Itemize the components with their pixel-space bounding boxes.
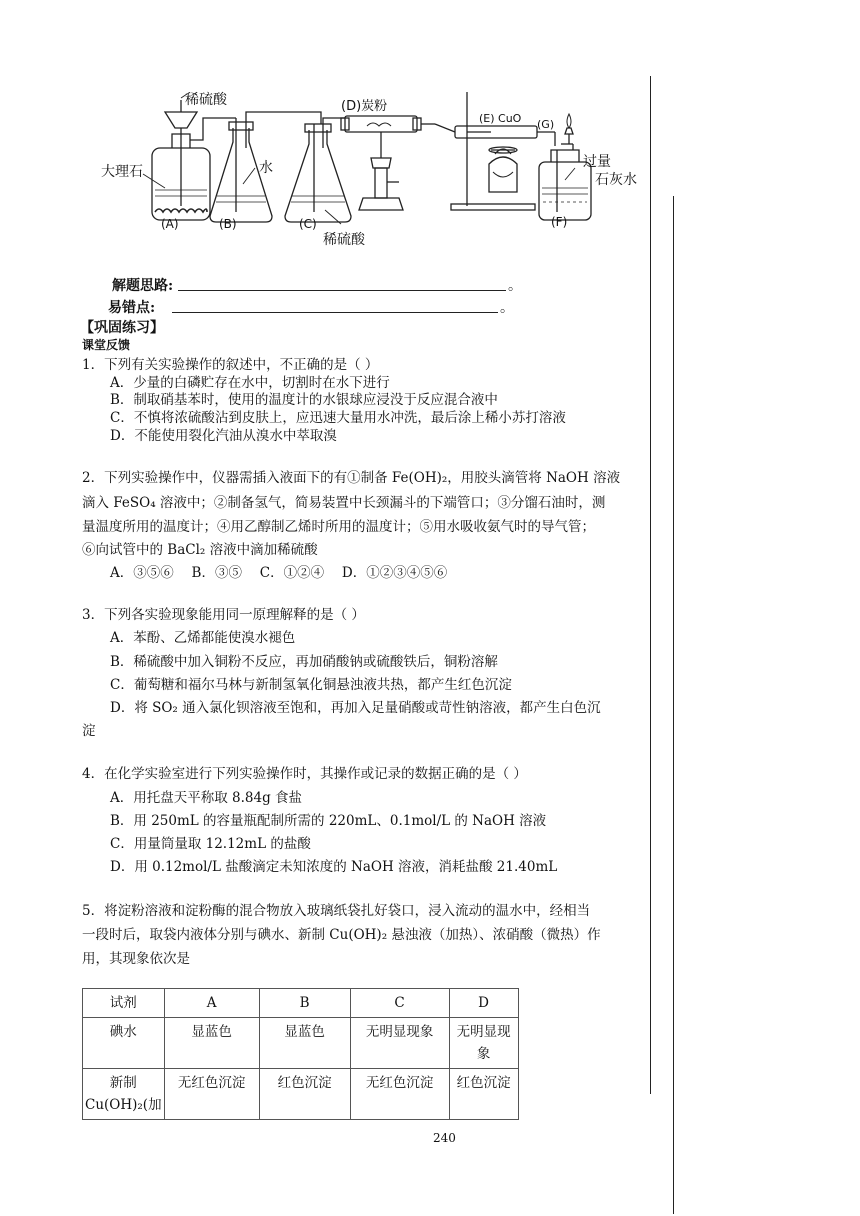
- table-cell-line: Cu(OH)₂(加: [85, 1097, 162, 1113]
- q3-option-b: B．稀硫酸中加入铜粉不反应，再加硝酸钠或硫酸铁后，铜粉溶解: [110, 654, 498, 670]
- section-title: 【巩固练习】: [80, 320, 164, 336]
- table-cell-line: 无明显现: [456, 1024, 511, 1040]
- results-table: [82, 988, 519, 1120]
- table-header-cell: B: [259, 989, 350, 1018]
- approach-blank: [178, 290, 506, 291]
- table-cell: 红色沉淀: [449, 1069, 518, 1120]
- table-header-row: [83, 989, 519, 1018]
- table-cell-line: 新制: [109, 1075, 137, 1091]
- q2-line-3: 量温度所用的温度计；④用乙醇制乙烯时所用的温度计；⑤用水吸收氨气时的导气管；: [82, 519, 595, 535]
- label-g: (G): [537, 118, 555, 131]
- table-cell: [83, 1069, 165, 1120]
- q2-line-1: 2．下列实验操作中，仪器需插入液面下的有①制备 Fe(OH)₂，用胶头滴管将 NaOH 溶液: [82, 470, 621, 486]
- q3-stem: 3．下列各实验现象能用同一原理解释的是（ ）: [82, 607, 365, 623]
- q3-option-c: C．葡萄糖和福尔马林与新制氢氧化铜悬浊液共热，都产生红色沉淀: [110, 677, 512, 693]
- section-subtitle: 课堂反馈: [82, 338, 131, 352]
- q1-option-d: D．不能使用裂化汽油从溴水中萃取溴: [110, 428, 337, 444]
- table-cell: 无红色沉淀: [164, 1069, 259, 1120]
- table-row: [83, 1018, 519, 1069]
- table-header-cell: D: [449, 989, 518, 1018]
- q3-option-a: A．苯酚、乙烯都能使溴水褪色: [110, 630, 296, 646]
- q2-options: A．③⑤⑥ B．③⑤ C．①②④ D．①②③④⑤⑥: [110, 565, 448, 581]
- table-cell: 碘水: [83, 1018, 165, 1069]
- q1-option-b: B．制取硝基苯时，使用的温度计的水银球应浸没于反应混合液中: [110, 392, 498, 408]
- table-cell-line: 象: [476, 1046, 491, 1062]
- label-a: (A): [161, 217, 179, 231]
- table-cell: 红色沉淀: [259, 1069, 350, 1120]
- q5-line-3: 用，其现象依次是: [82, 951, 190, 967]
- q4-option-d: D．用 0.12mol/L 盐酸滴定未知浓度的 NaOH 溶液，消耗盐酸 21.40mL: [110, 859, 558, 875]
- table-row: [83, 1069, 519, 1120]
- mistake-end: 。: [500, 300, 514, 316]
- label-cuo: (E) CuO: [479, 112, 522, 125]
- flask-c: [285, 118, 351, 222]
- table-cell: 显蓝色: [164, 1018, 259, 1069]
- table-header-cell: C: [350, 989, 449, 1018]
- table-cell: [449, 1018, 518, 1069]
- label-dilute-acid-bottom: 稀硫酸: [323, 232, 365, 248]
- q1-stem: 1．下列有关实验操作的叙述中，不正确的是（ ）: [82, 357, 379, 373]
- q3-option-d: D．将 SO₂ 通入氯化钡溶液至饱和，再加入足量硝酸或苛性钠溶液，都产生白色沉: [110, 700, 601, 716]
- label-carbon-powder: (D)炭粉: [341, 99, 388, 114]
- label-water: 水: [259, 160, 273, 176]
- margin-rule-lower: [673, 196, 674, 1214]
- mistake-blank: [172, 312, 498, 313]
- q1-option-a: A．少量的白磷贮存在水中，切割时在水下进行: [110, 375, 390, 391]
- q1-option-c: C．不慎将浓硫酸沾到皮肤上，应迅速大量用水冲洗，最后涂上稀小苏打溶液: [110, 410, 566, 426]
- q5-line-1: 5．将淀粉溶液和淀粉酶的混合物放入玻璃纸袋扎好袋口，浸入流动的温水中，经相当: [82, 903, 591, 919]
- q3-option-d-wrap: 淀: [82, 723, 96, 739]
- q2-line-4: ⑥向试管中的 BaCl₂ 溶液中滴加稀硫酸: [82, 542, 318, 558]
- apparatus-diagram: [95, 88, 655, 250]
- tube-d: [341, 116, 455, 210]
- page-number: 240: [433, 1131, 456, 1145]
- q2-line-2: 滴入 FeSO₄ 溶液中；②制备氢气，简易装置中长颈漏斗的下端管口；③分馏石油时，测: [82, 495, 606, 511]
- q4-option-c: C．用量筒量取 12.12mL 的盐酸: [110, 836, 311, 852]
- table-cell: 无红色沉淀: [350, 1069, 449, 1120]
- label-c: (C): [299, 217, 317, 231]
- table-header-cell: 试剂: [83, 989, 165, 1018]
- approach-label: 解题思路:: [112, 278, 174, 294]
- mistake-label: 易错点:: [108, 300, 156, 316]
- label-b: (B): [219, 217, 237, 231]
- q4-stem: 4．在化学实验室进行下列实验操作时，其操作或记录的数据正确的是（ ）: [82, 766, 527, 782]
- q4-option-a: A．用托盘天平称取 8.84g 食盐: [110, 790, 303, 806]
- q5-line-2: 一段时后，取袋内液体分别与碘水、新制 Cu(OH)₂ 悬浊液（加热）、浓硝酸（微热）作: [82, 927, 601, 943]
- label-marble: 大理石: [101, 164, 143, 180]
- table-cell: 无明显现象: [350, 1018, 449, 1069]
- label-dilute-acid-top: 稀硫酸: [185, 92, 227, 108]
- q4-option-b: B．用 250mL 的容量瓶配制所需的 220mL、0.1mol/L 的 NaOH 溶液: [110, 813, 547, 829]
- table-cell: 显蓝色: [259, 1018, 350, 1069]
- table-header-cell: A: [164, 989, 259, 1018]
- label-excess: 过量: [583, 154, 611, 170]
- approach-end: 。: [508, 278, 522, 294]
- label-limewater: 石灰水: [595, 172, 637, 188]
- label-f: (F): [551, 215, 568, 229]
